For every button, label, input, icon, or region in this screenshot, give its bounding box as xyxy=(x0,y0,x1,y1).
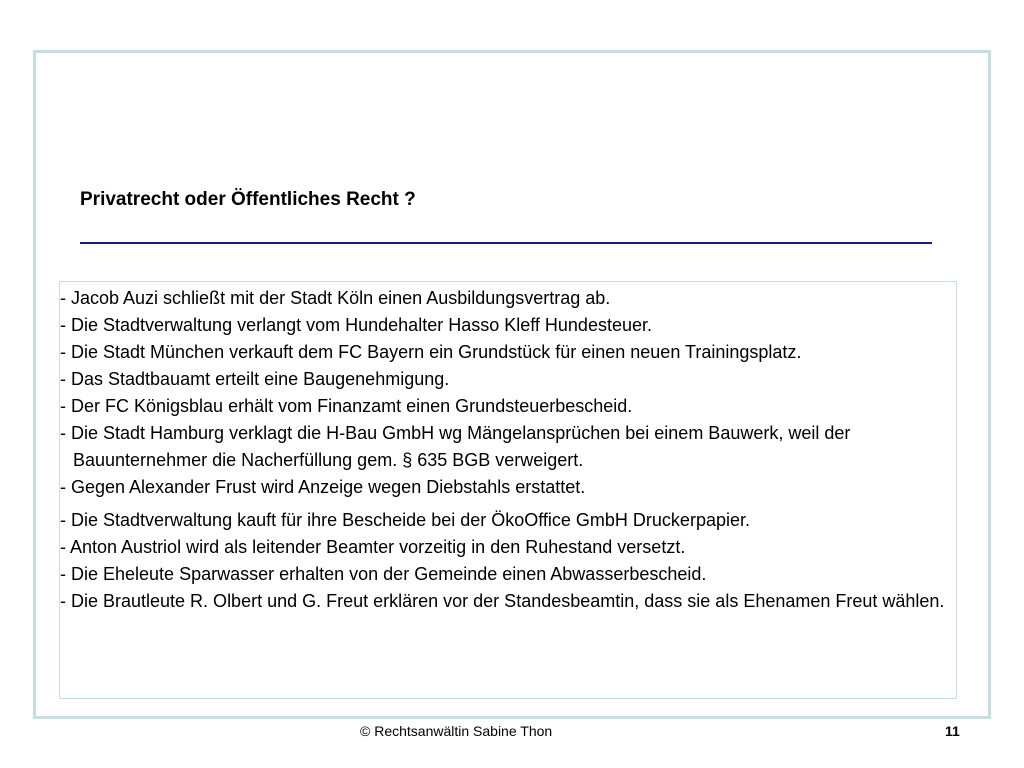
list-item: - Die Stadtverwaltung verlangt vom Hundehalter Hasso Kleff Hundesteuer. xyxy=(60,315,652,335)
list-item: - Jacob Auzi schließt mit der Stadt Köln einen Ausbildungsvertrag ab. xyxy=(60,288,611,308)
list-item: - Anton Austriol wird als leitender Beamter vorzeitig in den Ruhestand versetzt. xyxy=(60,537,686,557)
footer-credit: © Rechtsanwältin Sabine Thon xyxy=(360,723,553,739)
case-list xyxy=(60,285,950,615)
list-item: - Die Stadt München verkauft dem FC Bayern ein Grundstück für einen neuen Trainingsplatz. xyxy=(60,342,802,362)
slide-title: Privatrecht oder Öffentliches Recht ? xyxy=(80,189,416,210)
list-item: - Die Stadt Hamburg verklagt die H-Bau GmbH wg Mängelansprüchen bei einem Bauwerk, weil der Bauunternehmer die Nacherfüllung gem. § 635 BGB verweigert. xyxy=(60,423,851,470)
list-item: - Gegen Alexander Frust wird Anzeige wegen Diebstahls erstattet. xyxy=(60,477,586,497)
list-item: - Die Stadtverwaltung kauft für ihre Bescheide bei der ÖkoOffice GmbH Druckerpapier. xyxy=(60,510,750,530)
list-item: - Das Stadtbauamt erteilt eine Baugenehmigung. xyxy=(60,369,450,389)
title-underline xyxy=(80,242,932,244)
list-item: - Die Brautleute R. Olbert und G. Freut erklären vor der Standesbeamtin, dass sie als Ehenamen Freut wählen. xyxy=(60,591,945,611)
list-item: - Die Eheleute Sparwasser erhalten von der Gemeinde einen Abwasserbescheid. xyxy=(60,564,707,584)
list-item: - Der FC Königsblau erhält vom Finanzamt einen Grundsteuerbescheid. xyxy=(60,396,633,416)
page-number: 11 xyxy=(945,723,960,739)
